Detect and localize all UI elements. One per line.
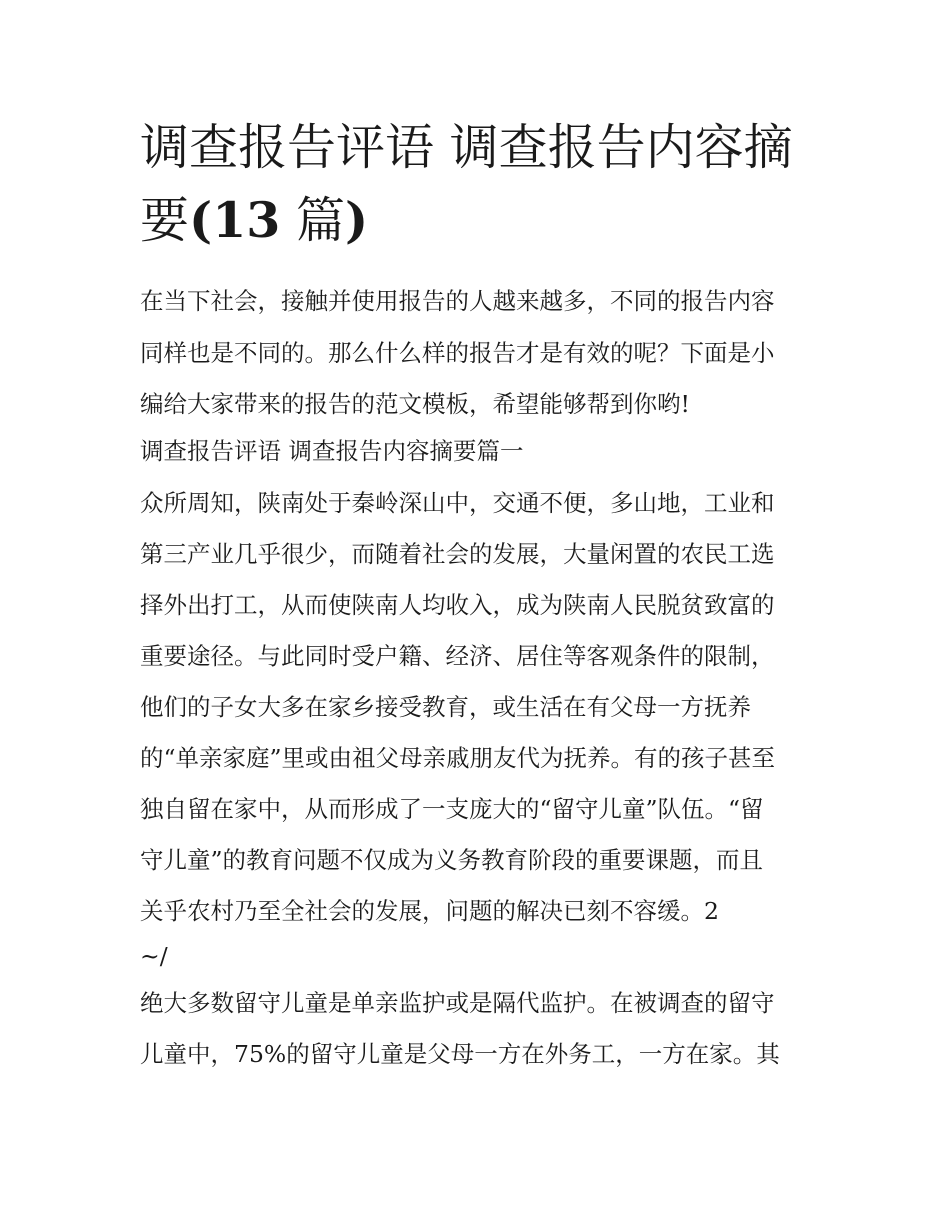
body-line: 独自留在家中，从而形成了一支庞大的“留守儿童”队伍。“留: [140, 795, 764, 823]
body-line: 众所周知，陕南处于秦岭深山中，交通不便，多山地，工业和: [140, 489, 775, 517]
body-line: 他们的子女大多在家乡接受教育，或生活在有父母一方抚养: [140, 693, 751, 721]
body-line: 重要途径。与此同时受户籍、经济、居住等客观条件的限制，: [140, 642, 775, 670]
body-line: 守儿童”的教育问题不仅成为义务教育阶段的重要课题，而且: [140, 846, 764, 874]
title-line-2-count: (13: [189, 191, 281, 249]
title-line-2-unit: 篇: [280, 192, 345, 249]
body-line: 同样也是不同的。那么什么样的报告才是有效的呢？下面是小: [140, 339, 775, 367]
section-heading: 调查报告评语 调查报告内容摘要篇一: [140, 437, 524, 465]
title-line-1: 调查报告评语 调查报告内容摘: [140, 119, 793, 176]
body-line: 择外出打工，从而使陕南人均收入，成为陕南人民脱贫致富的: [140, 591, 775, 619]
title-line-2-start: 要: [140, 192, 190, 249]
body-line: ~/: [140, 942, 168, 970]
body-line: 儿童中，75%的留守儿童是父母一方在外务工，一方在家。其: [140, 1040, 780, 1068]
body-line: 在当下社会，接触并使用报告的人越来越多，不同的报告内容: [140, 287, 775, 315]
body-line: 的“单亲家庭”里或由祖父母亲戚朋友代为抚养。有的孩子甚至: [140, 744, 776, 772]
body-line: 关乎农村乃至全社会的发展，问题的解决已刻不容缓。2: [140, 897, 719, 925]
document-title: [140, 112, 820, 257]
title-line-2-close: ): [344, 191, 369, 249]
body-line: 编给大家带来的报告的范文模板，希望能够帮到你哟!: [140, 390, 690, 418]
body-line: 第三产业几乎很少，而随着社会的发展，大量闲置的农民工选: [140, 540, 775, 568]
body-line: 绝大多数留守儿童是单亲监护或是隔代监护。在被调查的留守: [140, 989, 775, 1017]
